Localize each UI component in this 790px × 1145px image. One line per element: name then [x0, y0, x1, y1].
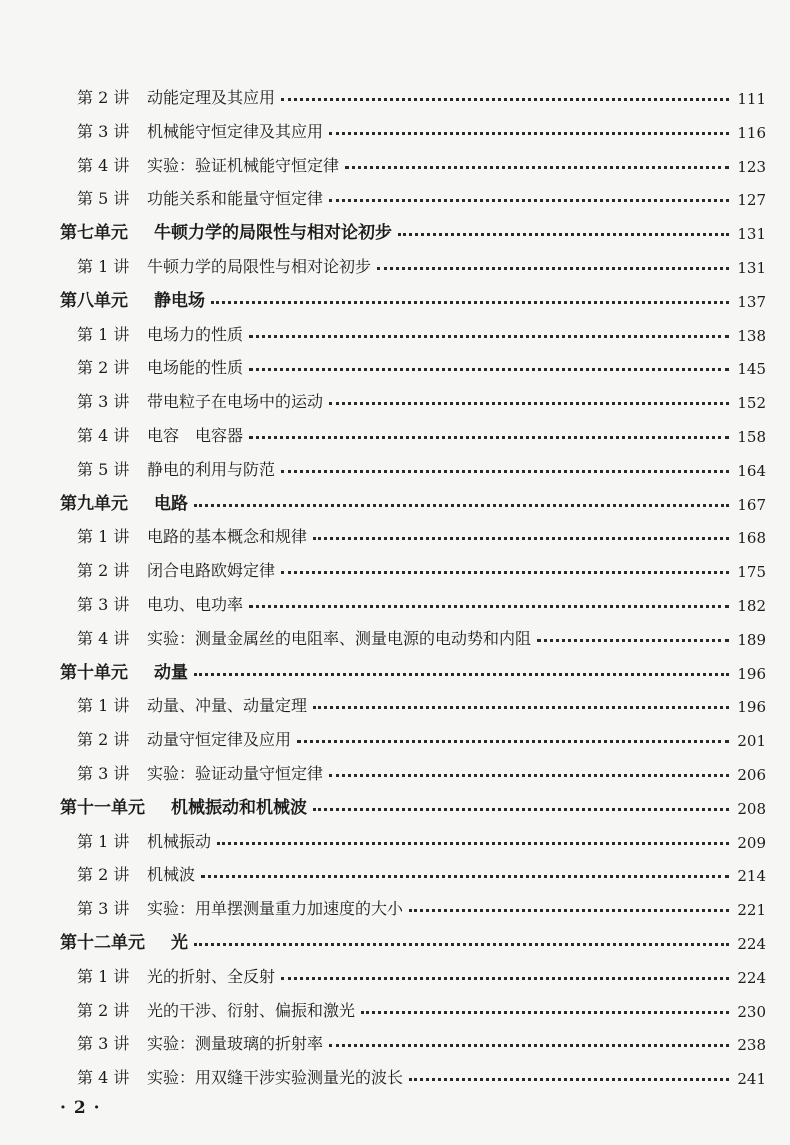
lecture-number: 第 1 讲 — [77, 324, 130, 344]
lecture-title: 电场能的性质 — [147, 358, 244, 378]
lecture-number: 第 4 讲 — [77, 628, 130, 648]
unit-number: 第七单元 — [60, 223, 128, 244]
page-ref: 221 — [737, 901, 766, 920]
unit-title: 动量 — [154, 662, 188, 683]
toc-lecture-row — [0, 144, 790, 176]
toc-lecture-row — [0, 313, 790, 345]
lecture-title: 闭合电路欧姆定律 — [147, 561, 276, 581]
dot-leader — [281, 571, 729, 574]
toc-lecture-row — [0, 752, 790, 784]
toc-lecture-row — [0, 617, 790, 649]
toc-lecture-row — [0, 887, 790, 919]
lecture-title: 光的干涉、衍射、偏振和激光 — [147, 1000, 356, 1020]
toc-lecture-row — [0, 853, 790, 885]
lecture-number: 第 3 讲 — [77, 1034, 130, 1054]
toc-lecture-row — [0, 110, 790, 142]
dot-leader — [329, 1044, 729, 1047]
toc-lecture-row — [0, 989, 790, 1021]
unit-number: 第十一单元 — [60, 797, 145, 818]
lecture-title: 实验：用双缝干涉实验测量光的波长 — [147, 1068, 404, 1088]
unit-title: 光 — [171, 933, 188, 953]
page-ref: 201 — [737, 732, 766, 751]
lecture-number: 第 3 讲 — [77, 764, 130, 783]
page-ref: 230 — [737, 1002, 766, 1021]
page-ref: 152 — [737, 394, 766, 413]
unit-title: 机械振动和机械波 — [171, 797, 307, 818]
page-ref: 138 — [737, 326, 766, 345]
dot-leader — [249, 605, 729, 608]
lecture-title: 电场力的性质 — [147, 324, 244, 344]
page-ref: 214 — [737, 867, 766, 886]
lecture-number: 第 3 讲 — [77, 595, 130, 614]
dot-leader — [194, 943, 729, 946]
dot-leader — [345, 166, 729, 169]
dot-leader — [409, 1078, 729, 1081]
toc-unit-row — [0, 482, 790, 514]
lecture-number: 第 5 讲 — [77, 459, 130, 479]
page-ref: 189 — [737, 630, 766, 649]
unit-number: 第十二单元 — [60, 933, 145, 953]
page-ref: 241 — [737, 1070, 766, 1089]
lecture-title: 机械能守恒定律及其应用 — [147, 121, 324, 141]
lecture-title: 光的折射、全反射 — [147, 966, 276, 986]
lecture-number: 第 4 讲 — [77, 1068, 130, 1088]
page-ref: 224 — [737, 968, 766, 987]
toc-lecture-row — [0, 76, 790, 108]
page-ref: 196 — [737, 664, 766, 683]
lecture-title: 动量、冲量、动量定理 — [147, 696, 308, 716]
dot-leader — [194, 673, 729, 676]
toc-lecture-row — [0, 820, 790, 852]
dot-leader — [329, 199, 729, 202]
lecture-number: 第 5 讲 — [77, 189, 130, 209]
unit-number: 第九单元 — [60, 493, 128, 514]
toc-lecture-row — [0, 684, 790, 716]
dot-leader — [329, 774, 729, 777]
page-ref: 238 — [737, 1036, 766, 1055]
unit-number: 第十单元 — [60, 662, 128, 683]
page-ref: 164 — [737, 461, 766, 480]
lecture-title: 机械振动 — [147, 831, 212, 851]
page-ref: 131 — [737, 259, 766, 277]
toc-lecture-row — [0, 380, 790, 412]
page-ref: 127 — [737, 191, 766, 210]
dot-leader — [409, 909, 729, 912]
unit-title: 电路 — [154, 493, 188, 514]
lecture-number: 第 2 讲 — [77, 730, 130, 750]
dot-leader — [313, 706, 729, 709]
page-ref: 182 — [737, 597, 766, 615]
dot-leader — [329, 402, 729, 405]
lecture-title: 实验：测量金属丝的电阻率、测量电源的电动势和内阻 — [147, 628, 532, 648]
page-ref: 158 — [737, 428, 766, 446]
toc-unit-row — [0, 279, 790, 311]
lecture-title: 动能定理及其应用 — [147, 88, 276, 107]
toc-lecture-row — [0, 245, 790, 277]
lecture-number: 第 2 讲 — [77, 358, 130, 378]
toc-lecture-row — [0, 549, 790, 581]
lecture-title: 电路的基本概念和规律 — [147, 527, 308, 547]
toc-lecture-row — [0, 1056, 790, 1088]
page-ref: 175 — [737, 563, 766, 582]
dot-leader — [313, 537, 729, 540]
toc-unit-row — [0, 651, 790, 683]
dot-leader — [297, 740, 729, 743]
lecture-number: 第 1 讲 — [77, 831, 130, 851]
lecture-title: 带电粒子在电场中的运动 — [147, 392, 324, 412]
lecture-title: 功能关系和能量守恒定律 — [147, 189, 324, 209]
toc-unit-row — [0, 211, 790, 243]
dot-leader — [211, 301, 729, 304]
page-ref: 111 — [737, 90, 766, 108]
lecture-title: 实验：用单摆测量重力加速度的大小 — [147, 899, 404, 919]
toc-lecture-row — [0, 448, 790, 480]
lecture-number: 第 1 讲 — [77, 696, 130, 716]
dot-leader — [194, 504, 729, 507]
page-ref: 167 — [737, 495, 766, 514]
lecture-title: 电容 电容器 — [147, 426, 244, 445]
lecture-number: 第 1 讲 — [77, 527, 130, 547]
lecture-number: 第 1 讲 — [77, 966, 130, 986]
dot-leader — [537, 639, 729, 642]
toc-lecture-row — [0, 955, 790, 987]
page-ref: 131 — [737, 225, 766, 244]
page-ref: 116 — [737, 123, 766, 142]
lecture-number: 第 4 讲 — [77, 426, 130, 445]
lecture-number: 第 1 讲 — [77, 257, 130, 276]
toc-lecture-row — [0, 346, 790, 378]
lecture-number: 第 3 讲 — [77, 392, 130, 412]
page-ref: 123 — [737, 157, 766, 176]
lecture-title: 动量守恒定律及应用 — [147, 730, 292, 750]
page-ref: 224 — [737, 935, 766, 953]
lecture-title: 实验：验证机械能守恒定律 — [147, 155, 340, 175]
lecture-number: 第 3 讲 — [77, 899, 130, 919]
toc-lecture-row — [0, 414, 790, 446]
page-number: · 2 · — [60, 1098, 101, 1118]
page-ref: 168 — [737, 529, 766, 548]
dot-leader — [249, 335, 729, 338]
lecture-title: 实验：测量玻璃的折射率 — [147, 1034, 324, 1054]
dot-leader — [201, 875, 729, 878]
dot-leader — [281, 977, 729, 980]
dot-leader — [361, 1011, 729, 1014]
lecture-title: 电功、电功率 — [147, 595, 244, 614]
toc-unit-row — [0, 786, 790, 818]
unit-title: 静电场 — [154, 290, 205, 311]
dot-leader — [281, 98, 729, 101]
dot-leader — [249, 436, 729, 439]
dot-leader — [377, 267, 729, 270]
dot-leader — [217, 842, 729, 845]
page-ref: 137 — [737, 292, 766, 311]
lecture-number: 第 2 讲 — [77, 865, 130, 885]
lecture-number: 第 2 讲 — [77, 88, 130, 107]
toc-unit-row — [0, 921, 790, 953]
lecture-title: 机械波 — [147, 865, 196, 885]
lecture-title: 实验：验证动量守恒定律 — [147, 764, 324, 783]
unit-title: 牛顿力学的局限性与相对论初步 — [154, 223, 392, 244]
toc-lecture-row — [0, 718, 790, 750]
lecture-title: 牛顿力学的局限性与相对论初步 — [147, 257, 372, 276]
page-ref: 145 — [737, 360, 766, 379]
toc-lecture-row — [0, 1022, 790, 1054]
lecture-number: 第 2 讲 — [77, 561, 130, 581]
dot-leader — [249, 368, 729, 371]
toc-lecture-row — [0, 177, 790, 209]
lecture-number: 第 2 讲 — [77, 1000, 130, 1020]
unit-number: 第八单元 — [60, 290, 128, 311]
lecture-number: 第 4 讲 — [77, 155, 130, 175]
toc-lecture-row — [0, 583, 790, 615]
toc-lecture-row — [0, 515, 790, 547]
page-ref: 196 — [737, 698, 766, 717]
lecture-title: 静电的利用与防范 — [147, 459, 276, 479]
lecture-number: 第 3 讲 — [77, 121, 130, 141]
page-ref: 208 — [737, 799, 766, 818]
dot-leader — [329, 132, 729, 135]
dot-leader — [313, 808, 729, 811]
dot-leader — [281, 470, 729, 473]
dot-leader — [398, 233, 729, 236]
page-ref: 206 — [737, 766, 766, 784]
page-ref: 209 — [737, 833, 766, 852]
